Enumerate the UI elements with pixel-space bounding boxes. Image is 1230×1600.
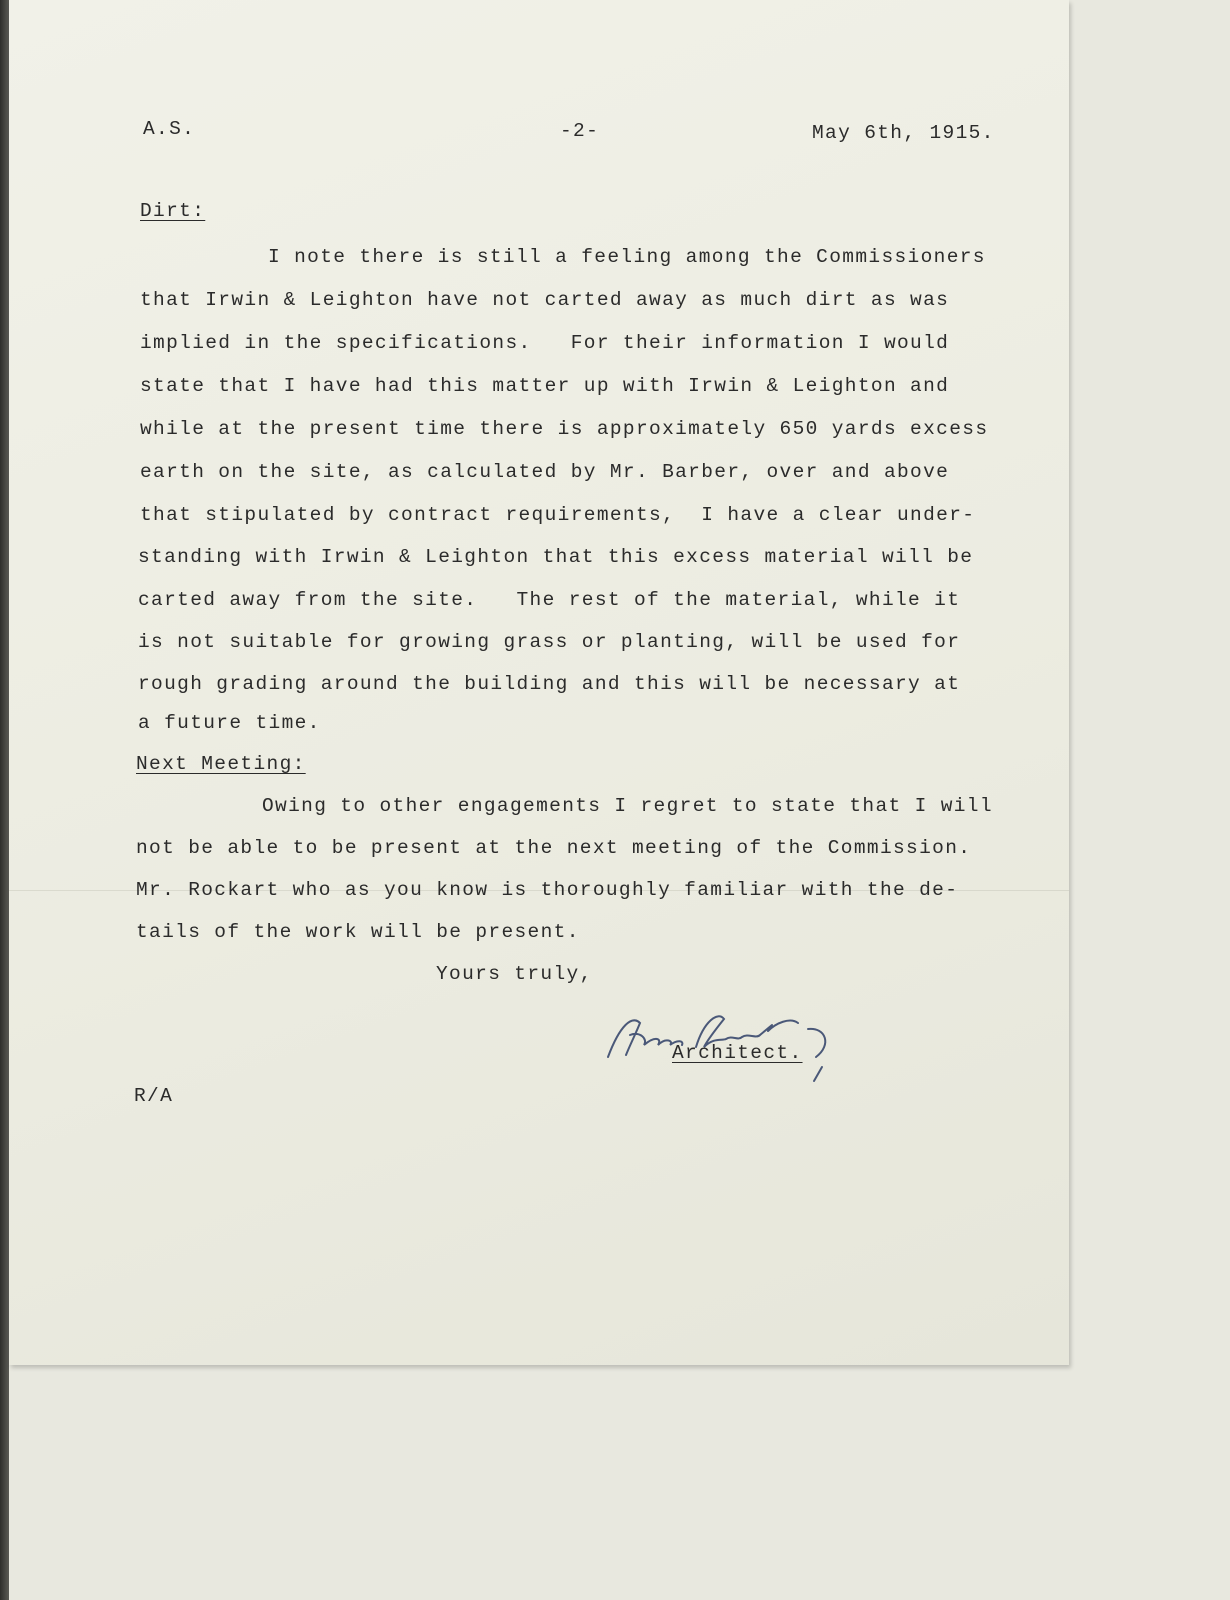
- paragraph-line: not be able to be present at the next meeting of the Commission.: [136, 837, 972, 859]
- page-number: -2-: [560, 120, 600, 142]
- paragraph-line: that Irwin & Leighton have not carted away as much dirt as was: [140, 289, 950, 311]
- section-heading-next-meeting: Next Meeting:: [136, 753, 306, 775]
- paragraph-line: a future time.: [138, 712, 321, 734]
- letter-date: May 6th, 1915.: [812, 122, 995, 144]
- paragraph-line: rough grading around the building and this will be necessary at: [138, 673, 961, 695]
- header-initials: A.S.: [143, 118, 196, 140]
- section-heading-dirt: Dirt:: [140, 200, 206, 222]
- paragraph-line: is not suitable for growing grass or planting, will be used for: [138, 631, 961, 653]
- paragraph-line: earth on the site, as calculated by Mr. Barber, over and above: [140, 461, 950, 483]
- paragraph-line: I note there is still a feeling among the Commissioners: [268, 246, 986, 268]
- paragraph-line: while at the present time there is approximately 650 yards excess: [140, 418, 989, 440]
- reference-initials: R/A: [134, 1085, 174, 1107]
- paragraph-line: Owing to other engagements I regret to state that I will: [262, 795, 993, 817]
- closing: Yours truly,: [436, 963, 593, 985]
- paragraph-line: state that I have had this matter up with Irwin & Leighton and: [140, 375, 950, 397]
- paragraph-line: standing with Irwin & Leighton that this excess material will be: [138, 546, 974, 568]
- scan-background-edge: [0, 0, 9, 1600]
- paragraph-line: that stipulated by contract requirements, I have a clear under-: [140, 504, 976, 526]
- paragraph-line: Mr. Rockart who as you know is thoroughly familiar with the de-: [136, 879, 959, 901]
- paragraph-line: implied in the specifications. For their information I would: [140, 332, 950, 354]
- paragraph-line: tails of the work will be present.: [136, 921, 580, 943]
- signature-title: Architect.: [672, 1042, 803, 1064]
- paragraph-line: carted away from the site. The rest of the material, while it: [138, 589, 961, 611]
